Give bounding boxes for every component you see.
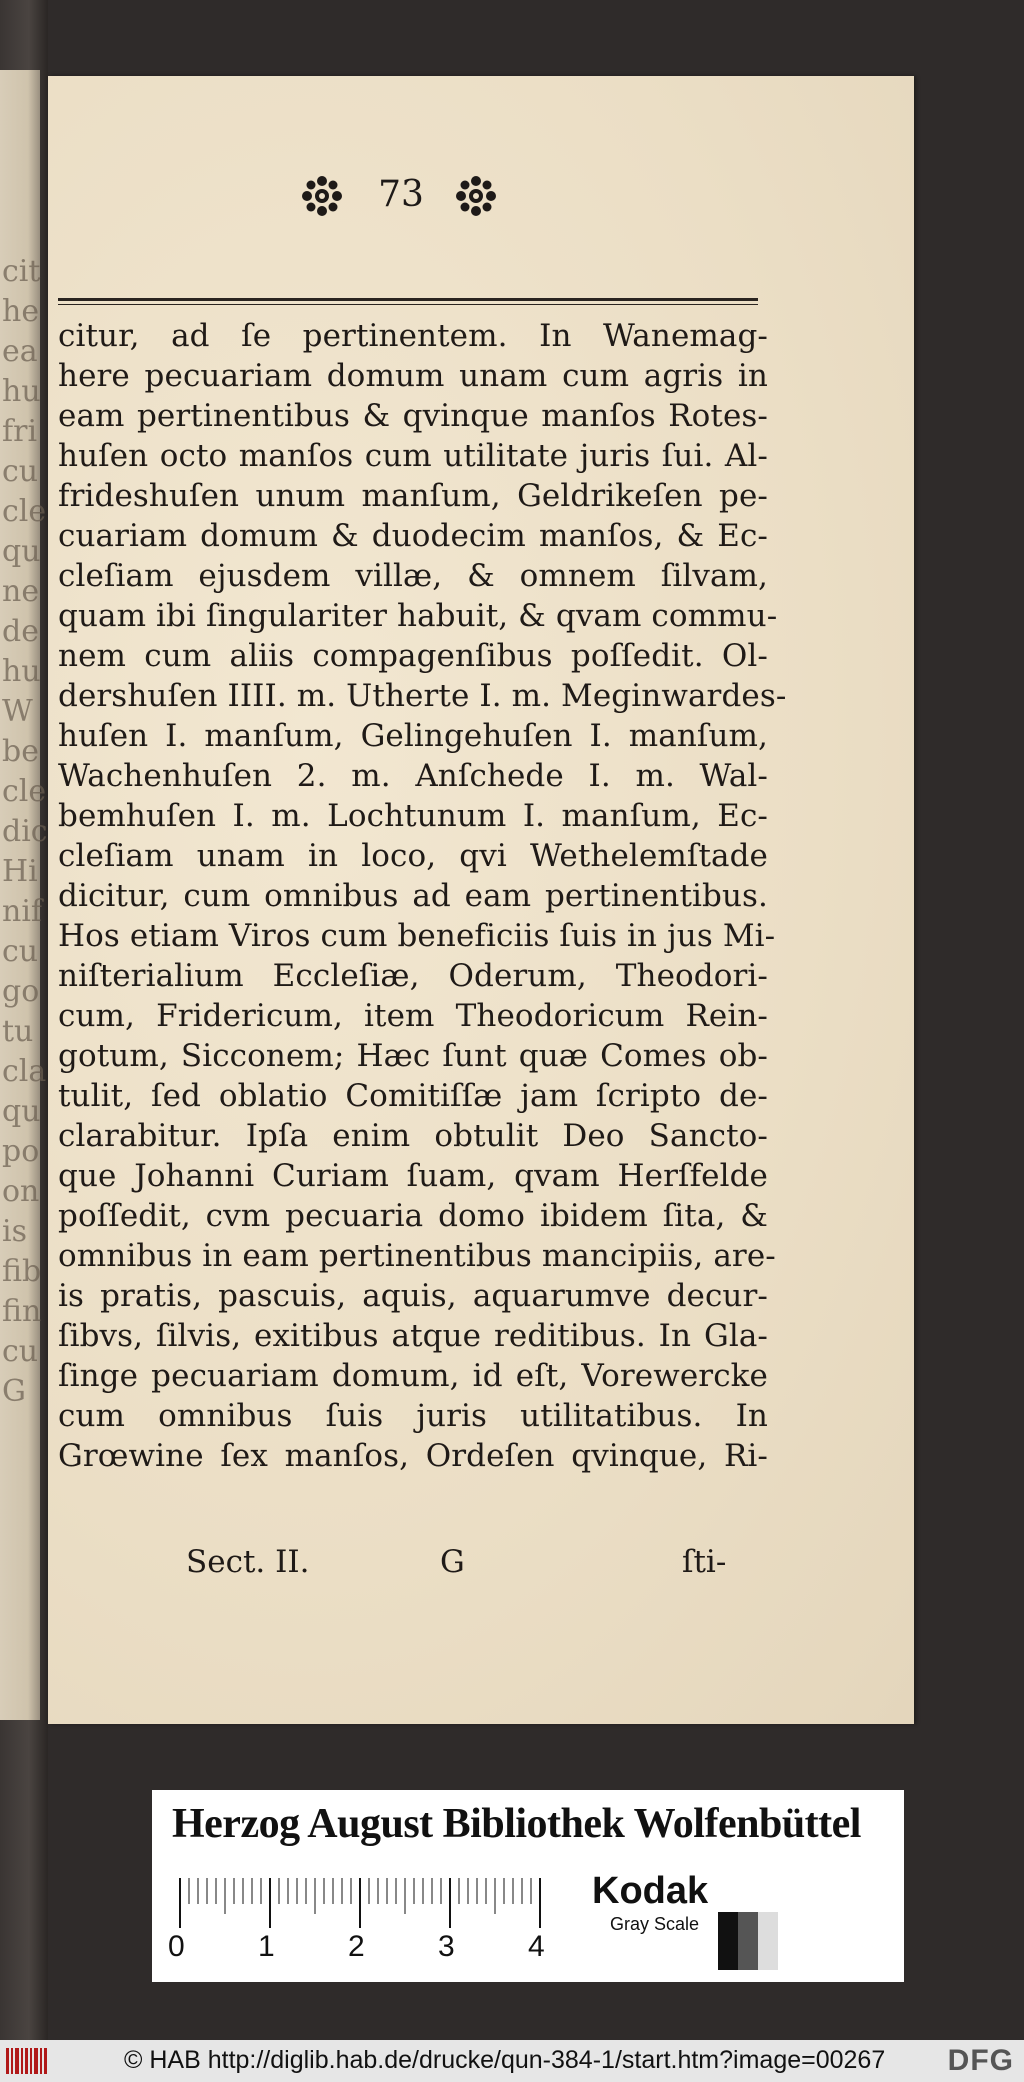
gathering-letter: G — [440, 1544, 465, 1580]
text-line: cleſiam unam in loco, qvi Wethelemſtade — [58, 838, 768, 874]
text-line: cleſiam ejusdem villæ, & omnem ſilvam, — [58, 558, 768, 594]
catchword-line — [58, 1544, 768, 1584]
gray-patches — [718, 1912, 778, 1970]
edge-fragment: hu — [2, 374, 41, 409]
text-line: cum omnibus ſuis juris utilitatibus. In — [58, 1398, 768, 1434]
text-line: here pecuariam domum unam cum agris in — [58, 358, 768, 394]
text-line: cuariam domum & duodecim manſos, & Ec- — [58, 518, 768, 554]
text-line: ſibvs, ſilvis, exitibus atque reditibus. In Gla- — [58, 1318, 768, 1354]
text-line: huſen I. manſum, Gelingehuſen I. manſum, — [58, 718, 768, 754]
text-line: huſen octo manſos cum utilitate juris ſui. Al- — [58, 438, 768, 474]
gray-scale-label: Gray Scale — [610, 1914, 700, 1934]
text-line: dicitur, cum omnibus ad eam pertinentibus. — [58, 878, 768, 914]
text-line: que Johanni Curiam ſuam, qvam Herſfelde — [58, 1158, 768, 1194]
text-line: bemhuſen I. m. Lochtunum I. manſum, Ec- — [58, 798, 768, 834]
kodak-logo: Kodak — [592, 1870, 709, 1912]
edge-fragment: ne — [2, 574, 40, 609]
barcode-icon — [6, 2048, 48, 2074]
body-text — [58, 316, 787, 1476]
edge-fragment: po — [2, 1134, 40, 1169]
edge-fragment: dic — [2, 814, 48, 849]
edge-fragment: fin — [2, 1294, 42, 1329]
edge-fragment: cit — [2, 254, 41, 289]
text-line: dershuſen IIII. m. Utherte I. m. Meginwardes- — [58, 678, 787, 714]
edge-fragment: be — [2, 734, 39, 769]
text-line: Hos etiam Viros cum beneficiis ſuis in jus Mi- — [58, 918, 776, 954]
edge-fragment: go — [2, 974, 40, 1009]
edge-fragment: cle — [2, 774, 47, 809]
edge-fragment: cla — [2, 1054, 47, 1089]
text-line: citur, ad ſe pertinentem. In Wanemag- — [58, 318, 768, 354]
source-url[interactable]: © HAB http://diglib.hab.de/drucke/qun-384-1/start.htm?image=00267 — [124, 2046, 886, 2074]
ruler-label: 3 — [438, 1930, 455, 1963]
edge-fragment: de — [2, 614, 39, 649]
text-line: cum, Fridericum, item Theodoricum Rein- — [58, 998, 768, 1034]
edge-fragment: Hi — [2, 854, 38, 889]
edge-fragment: fib — [2, 1254, 42, 1289]
text-line: clarabitur. Ipſa enim obtulit Deo Sancto- — [58, 1118, 768, 1154]
edge-fragment: qu — [2, 1094, 41, 1129]
signature-mark: Sect. II. — [186, 1544, 310, 1580]
text-line: quam ibi ſingulariter habuit, & qvam commu- — [58, 598, 778, 634]
text-line: poſſedit, cvm pecuaria domo ibidem ſita, & — [58, 1198, 768, 1234]
edge-fragment: ea — [2, 334, 38, 369]
edge-fragment: G — [2, 1374, 26, 1409]
text-line: tulit, ſed oblatio Comitiſſæ jam ſcripto de- — [58, 1078, 768, 1114]
text-line: nem cum aliis compagenſibus poſſedit. Ol- — [58, 638, 768, 674]
card-title: Herzog August Bibliothek Wolfenbüttel — [172, 1801, 861, 1847]
viewer-footer — [0, 2040, 1024, 2082]
text-line: Grœwine ſex manſos, Ordeſen qvinque, Ri- — [58, 1438, 768, 1474]
text-line: eam pertinentibus & qvinque manſos Rotes- — [58, 398, 768, 434]
edge-fragment: W — [2, 694, 33, 729]
catchword: ſti- — [682, 1544, 727, 1580]
previous-page-edge — [0, 70, 48, 1720]
ruler-label: 4 — [528, 1930, 545, 1963]
ruler-label: 2 — [348, 1930, 365, 1963]
edge-fragment: he — [2, 294, 40, 329]
edge-fragment: tu — [2, 1014, 34, 1049]
edge-fragment: cu — [2, 454, 39, 489]
text-line: ſinge pecuariam domum, id eſt, Vorewercke — [58, 1358, 768, 1394]
edge-fragment: qu — [2, 534, 41, 569]
text-line: omnibus in eam pertinentibus mancipiis, are- — [58, 1238, 776, 1274]
text-line: is pratis, pascuis, aquis, aquarumve decur- — [58, 1278, 768, 1314]
rosette-icon — [300, 174, 344, 218]
color-reference-card — [152, 1790, 904, 1982]
edge-fragment: hu — [2, 654, 41, 689]
edge-fragment: fri — [2, 414, 38, 449]
ruler-labels — [168, 1930, 588, 1964]
ruler-scale — [176, 1870, 556, 1930]
text-line: niſterialium Eccleſiæ, Oderum, Theodori- — [58, 958, 768, 994]
edge-fragment: cle — [2, 494, 47, 529]
edge-fragment: on — [2, 1174, 40, 1209]
book-page — [48, 76, 914, 1724]
rosette-icon — [454, 174, 498, 218]
text-line: gotum, Sicconem; Hæc ſunt quæ Comes ob- — [58, 1038, 768, 1074]
edge-fragment: cu — [2, 934, 39, 969]
ruler-label: 1 — [258, 1930, 275, 1963]
edge-fragment: is — [2, 1214, 27, 1249]
ruler-label: 0 — [168, 1930, 185, 1963]
header-rule — [58, 298, 758, 301]
page-number: 73 — [378, 174, 424, 215]
dfg-logo: DFG — [947, 2044, 1014, 2077]
page-header — [48, 174, 914, 284]
header-rule-thin — [58, 304, 758, 305]
edge-fragment: cu — [2, 1334, 39, 1369]
text-line: Wachenhuſen 2. m. Anſchede I. m. Wal- — [58, 758, 768, 794]
edge-fragment: nif — [2, 894, 43, 929]
text-line: frideshuſen unum manſum, Geldrikeſen pe- — [58, 478, 768, 514]
